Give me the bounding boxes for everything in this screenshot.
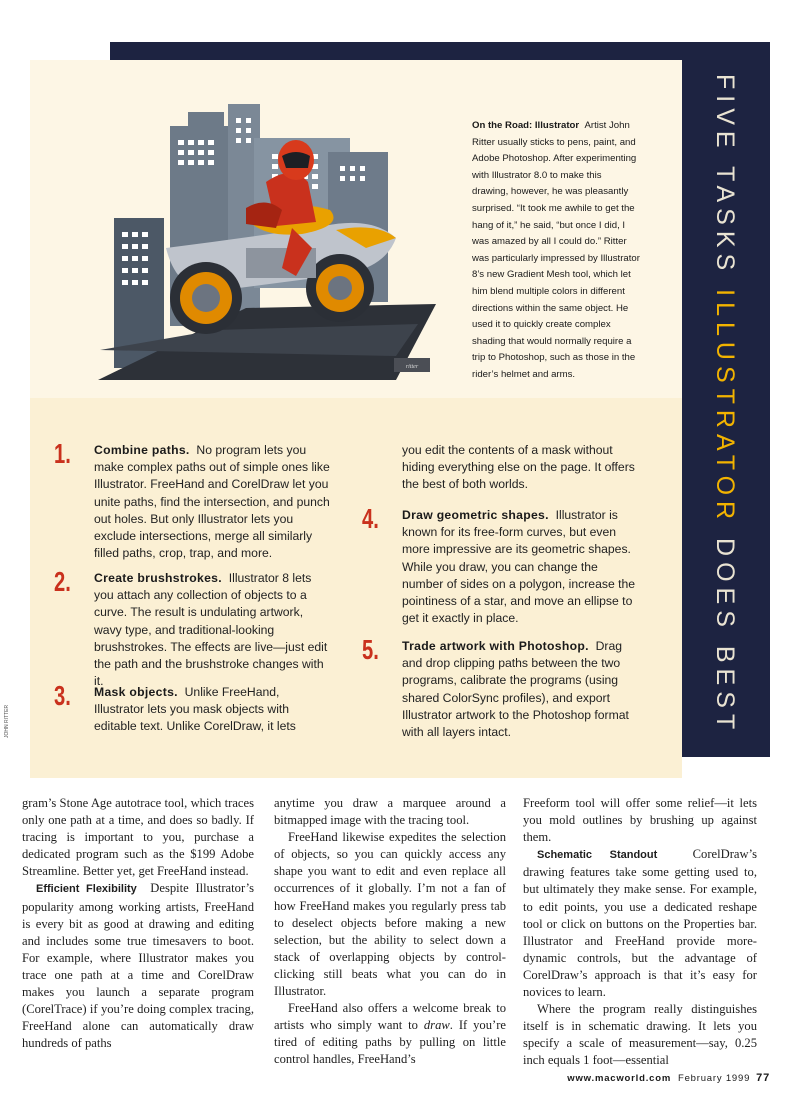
article-column-1 bbox=[22, 795, 254, 1052]
tip-2-heading: Create brushstrokes. bbox=[94, 571, 222, 585]
sidebar-title-lead: FIVE TASKS bbox=[711, 74, 739, 277]
tip-number-3: 3. bbox=[54, 680, 71, 711]
tip-5-heading: Trade artwork with Photoshop. bbox=[402, 639, 589, 653]
tip-number-2: 2. bbox=[54, 566, 71, 597]
tip-1-body: No program lets you make complex paths out of simple ones like Illustrator. FreeHand and CorelDraw let you unite paths, find the intersection, and punch out holes. But only Illustrator lets you exclude intersections, merge all similarly filled paths, crop, trap, and more. bbox=[94, 443, 330, 561]
paragraph-text: CorelDraw’s drawing features take some getting used to, but ultimately they make sense. For example, to edit points, you use a dedicated reshape tool or click on buttons on the Properties bar. Illustrator and FreeHand provide more-dynamic controls, but the advantage of CorelDraw’s approach is that it’s easy for novices to learn. bbox=[523, 847, 757, 1000]
footer-url: www.macworld.com bbox=[567, 1073, 672, 1084]
page-number: 77 bbox=[756, 1072, 770, 1084]
page-footer bbox=[520, 1072, 770, 1084]
tip-4-heading: Draw geometric shapes. bbox=[402, 508, 549, 522]
photo-caption bbox=[472, 118, 640, 384]
paragraph: FreeHand likewise expedites the selection of objects, so you can quickly access any shape you want to edit and even replace all occurrences of it globally. I’m not a fan of how FreeHand makes you regularly press tab to deselect objects before making a new selection, but the ability to select down a stack of overlapping objects by control-clicking still beats what you can do in Illustrator. bbox=[274, 830, 506, 999]
tip-number-1: 1. bbox=[54, 438, 71, 469]
sidebar-title-accent: ILLUSTRATOR bbox=[711, 289, 739, 526]
paragraph: Freeform tool will offer some relief—it lets you mold outlines by brushing up against them. bbox=[523, 796, 757, 845]
article-column-2 bbox=[274, 795, 506, 1069]
motorcycle-illustration bbox=[96, 98, 436, 380]
sidebar-title-tail: DOES BEST bbox=[711, 538, 739, 736]
tip-4-body: Illustrator is known for its free-form curves, but even more impressive are its geometric shapes. While you draw, you can change the number of sides on a polygon, increase the pointiness of a star, and move an ellipse to get it exactly in place. bbox=[402, 508, 636, 626]
paragraph-text: Despite Illustrator’s popularity among working artists, FreeHand is every bit as good at drawing and editing and includes some true timesavers to boot. For example, where Illustrator makes you trace one path at a time and CorelDraw makes you launch a separate program (CorelTrace) if you’re doing complex tracing, FreeHand alone can automatically draw hundreds of paths bbox=[22, 881, 255, 1051]
tip-3-body: Unlike FreeHand, Illustrator lets you mask objects with editable text. Unlike CorelDraw, it lets bbox=[94, 685, 296, 734]
tip-1-heading: Combine paths. bbox=[94, 443, 190, 457]
tip-2-body: Illustrator 8 lets you attach any collection of objects to a curve. The result is undulating artwork, wavy type, and traditional-looking brushstrokes. The effects are live—just edit the path and the brushstroke changes with it. bbox=[94, 571, 328, 689]
tip-5-body: Drag and drop clipping paths between the two programs, calibrate the programs (using shared ColorSync profiles), and export Illustrator artwork to the Photoshop format with all layers intact. bbox=[402, 639, 629, 740]
tip-3-continued: you edit the contents of a mask without hiding everything else on the page. It offers the best of both worlds. bbox=[402, 443, 635, 492]
paragraph: anytime you draw a marquee around a bitmapped image with the tracing tool. bbox=[274, 796, 506, 828]
article-column-3 bbox=[523, 795, 757, 1070]
tip-3-heading: Mask objects. bbox=[94, 685, 178, 699]
tip-2 bbox=[94, 570, 330, 690]
tip-1 bbox=[94, 442, 330, 562]
artist-signature: ritter bbox=[405, 364, 419, 370]
tip-number-5: 5. bbox=[362, 634, 379, 665]
paragraph-text: . If you’re tired of editing paths by pulling on little control handles, FreeHand’s bbox=[274, 1018, 507, 1067]
tip-3 bbox=[94, 684, 330, 736]
footer-date: February 1999 bbox=[677, 1073, 751, 1084]
photo-credit: JOHN RITTER bbox=[4, 704, 10, 738]
paragraph: Where the program really distinguishes itself is in schematic drawing. It lets you specify a scale of measurement—say, 0.25 inch equals 1 foot—essential bbox=[523, 1002, 757, 1068]
sidebar-title bbox=[700, 70, 750, 740]
paragraph-text: FreeHand also offers a welcome break to artists who simply want to bbox=[274, 1001, 506, 1033]
paragraph: gram’s Stone Age autotrace tool, which traces only one path at a time, and does so badly. If tracing is important to you, purchase a dedicated program such as the $199 Adobe Streamline. Better yet, get FreeHand instead. bbox=[22, 796, 254, 879]
caption-heading: On the Road: Illustrator bbox=[472, 120, 580, 131]
subheading-schematic-standout: Schematic Standout bbox=[537, 849, 658, 862]
tip-number-4: 4. bbox=[362, 503, 379, 534]
caption-body: Artist John Ritter usually sticks to pens, paint, and Adobe Photoshop. After experimenting with Illustrator 8.0 to make this drawing, however, he was pleasantly surprised. “It took me awhile to get the hang of it,” he said, “but once I did, I was amazed by all I could do.” Ritter was particularly impressed by Illustrator 8’s new Gradient Mesh tool, which let him blend multiple colors in different directions within the same object. He used it to quickly create complex shading that would normally require a trip to Photoshop, such as those in the rider’s helmet and arms. bbox=[472, 120, 640, 380]
tip-4 bbox=[402, 507, 638, 627]
subheading-efficient-flexibility: Efficient Flexibility bbox=[36, 883, 137, 896]
tip-5 bbox=[402, 638, 638, 741]
emphasis-text: draw bbox=[423, 1018, 450, 1033]
